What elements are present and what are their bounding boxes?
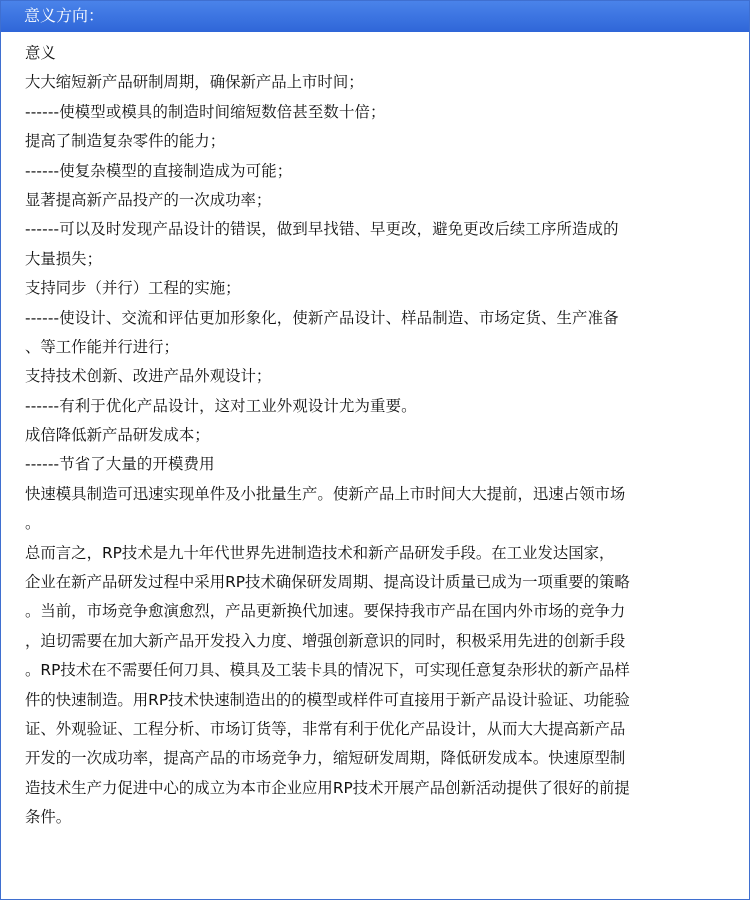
paragraph-line: 支持技术创新、改进产品外观设计； <box>25 367 272 386</box>
paragraph-line: ------使模型或模具的制造时间缩短数倍甚至数十倍； <box>25 102 386 121</box>
paragraph-line: 意义 <box>25 44 56 62</box>
paragraph-line: 开发的一次成功率，提高产品的市场竞争力，缩短研发周期，降低研发成本。快速原型制 <box>25 749 626 768</box>
paragraph-line: ，迫切需要在加大新产品开发投入力度、增强创新意识的同时，积极采用先进的创新手段 <box>25 631 626 650</box>
paragraph-line: 造技术生产力促进中心的成立为本市企业应用RP技术开展产品创新活动提供了很好的前提 <box>25 778 630 797</box>
panel-header <box>1 1 749 32</box>
paragraph-line: 成倍降低新产品研发成本； <box>25 426 210 445</box>
article-body <box>25 43 737 837</box>
paragraph-line: 件的快速制造。用RP技术快速制造出的的模型或样件可直接用于新产品设计验证、功能验 <box>25 690 630 709</box>
paragraph-line: 显著提高新产品投产的一次成功率； <box>25 190 272 209</box>
paragraph-line: ------有利于优化产品设计，这对工业外观设计尤为重要。 <box>25 396 417 415</box>
paragraph-line: 。RP技术在不需要任何刀具、模具及工装卡具的情况下，可实现任意复杂形状的新产品样 <box>25 661 630 680</box>
paragraph-line: 大大缩短新产品研制周期，确保新产品上市时间； <box>25 73 364 92</box>
paragraph-line: 、等工作能并行进行； <box>25 337 179 356</box>
paragraph-line: 企业在新产品研发过程中采用RP技术确保研发周期、提高设计质量已成为一项重要的策略 <box>25 573 630 592</box>
paragraph-line: 。当前，市场竞争愈演愈烈，产品更新换代加速。要保持我市产品在国内外市场的竞争力 <box>25 602 626 621</box>
paragraph-line: ------使设计、交流和评估更加形象化，使新产品设计、样品制造、市场定货、生产准备 <box>25 308 619 327</box>
paragraph-line: ------可以及时发现产品设计的错误，做到早找错、早更改，避免更改后续工序所造成的 <box>25 220 619 239</box>
paragraph-line: 大量损失； <box>25 249 102 268</box>
paragraph-line: 支持同步（并行）工程的实施； <box>25 279 241 298</box>
paragraph-line: ------节省了大量的开模费用 <box>25 455 215 474</box>
paragraph-line: 。 <box>25 514 41 533</box>
paragraph-line: ------使复杂模型的直接制造成为可能； <box>25 161 293 180</box>
paragraph-line: 快速模具制造可迅速实现单件及小批量生产。使新产品上市时间大大提前，迅速占领市场 <box>25 484 626 503</box>
paragraph-line: 证、外观验证、工程分析、市场订货等，非常有利于优化产品设计，从而大大提高新产品 <box>25 719 626 738</box>
paragraph-line: 总而言之，RP技术是九十年代世界先进制造技术和新产品研发手段。在工业发达国家， <box>25 543 615 562</box>
paragraph-line: 提高了制造复杂零件的能力； <box>25 132 226 151</box>
paragraph-line: 条件。 <box>25 808 72 827</box>
panel-title: 意义方向： <box>24 6 105 25</box>
